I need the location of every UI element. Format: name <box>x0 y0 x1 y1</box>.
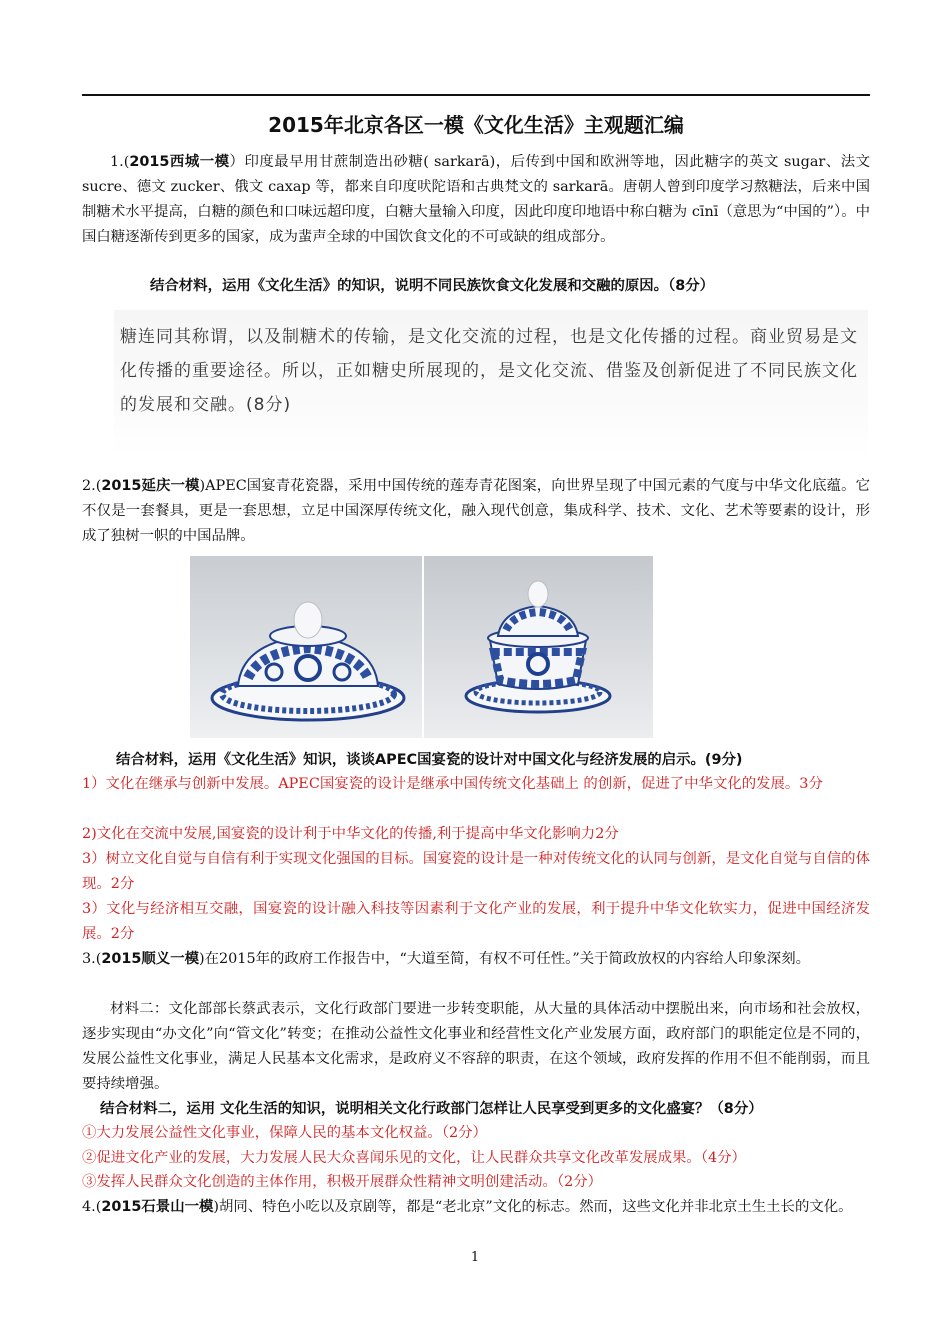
q2-answer-2: 2)文化在交流中发展,国宴瓷的设计利于中华文化的传播,利于提高中华文化影响力2分 <box>82 826 619 842</box>
page-title: 2015年北京各区一模《文化生活》主观题汇编 <box>268 113 684 137</box>
q1-number: 1.( <box>110 154 130 170</box>
q2-answer-4: 3）文化与经济相互交融，国宴瓷的设计融入科技等因素利于文化产业的发展，利于提升中华文化软实力，促进中国经济发展。2分 <box>82 901 870 942</box>
q1-material <box>82 150 870 250</box>
porcelain-cup-photo <box>424 556 653 738</box>
q3-source: 2015顺义一模 <box>101 951 199 967</box>
q1-answer-text: 糖连同其称谓，以及制糖术的传输，是文化交流的过程，也是文化传播的过程。商业贸易是文化传播的重要途径。所以，正如糖史所展现的，是文化交流、借鉴及创新促进了不同民族文化的发展和交融。(8分) <box>120 327 858 415</box>
q3-question: 结合材料二，运用 文化生活的知识，说明相关文化行政部门怎样让人民享受到更多的文化盛宴？（8分） <box>100 1101 763 1117</box>
q2-source: 2015延庆一模 <box>101 478 200 494</box>
q3-material: 材料二：文化部部长蔡武表示，文化行政部门要进一步转变职能，从大量的具体活动中摆脱出来，向市场和社会放权，逐步实现由“办文化”向“管文化”转变；在推动公益性文化事业和经营性文化产业发展方面，政府部门的职能定位是不同的，发展公益性文化事业，满足人民基本文化需求，是政府义不容辞的职责，在这个领域，政府发挥的作用不但不能削弱，而且要持续增强。 <box>82 1001 870 1092</box>
q3-answer-2: ②促进文化产业的发展，大力发展人民大众喜闻乐见的文化，让人民群众共享文化改革发展成果。（4分） <box>82 1150 746 1166</box>
q2-question: 结合材料，运用《文化生活》知识，谈谈APEC国宴瓷的设计对中国文化与经济发展的启示。(9分) <box>116 752 743 768</box>
q1-answer-scan-image <box>114 310 868 456</box>
q3-answer-3: ③发挥人民群众文化创造的主体作用，积极开展群众性精神文明创建活动。（2分） <box>82 1174 603 1190</box>
q1-question: 结合材料，运用《文化生活》的知识，说明不同民族饮食文化发展和交融的原因。（8分） <box>150 278 715 294</box>
q3-intro-text: )在2015年的政府工作报告中，“大道至简，有权不可任性。”关于简政放权的内容给人印象深刻。 <box>198 951 810 967</box>
q2-material <box>82 474 870 549</box>
q2-answer-3: 3）树立文化自觉与自信有利于实现文化强国的目标。国宴瓷的设计是一种对传统文化的认同与创新，是文化自觉与自信的体现。2分 <box>82 851 870 892</box>
q1-material-text: ）印度最早用甘蔗制造出砂糖( sarkarā)，后传到中国和欧洲等地，因此糖字的英文 sugar、法文 sucre、德文 zucker、俄文 caxap 等，都来自印度吠陀语和古典梵文的 sarkarā。唐朝人曾到印度学习熬糖法，后来中国制糖术水平提高，白糖的颜色和口味远超印度，白糖大量输入印度，因此印度印地语中称白糖为 cīnī（意思为“中国的”）。中国白糖逐渐传到更多的国家，成为蜚声全球的中国饮食文化的不可或缺的组成部分。 <box>82 154 871 245</box>
q1-source: 2015西城一模 <box>129 154 230 170</box>
porcelain-bowl-photo <box>190 556 422 738</box>
q2-number: 2.( <box>82 478 102 494</box>
q2-answer-1: 1）文化在继承与创新中发展。APEC国宴瓷的设计是继承中国传统文化基础上 的创新，促进了中华文化的发展。3分 <box>82 776 823 792</box>
header-rule <box>82 94 870 96</box>
porcelain-cup-illustration <box>424 556 653 738</box>
q4-number: 4.( <box>82 1199 102 1215</box>
q3-answer-1: ①大力发展公益性文化事业，保障人民的基本文化权益。（2分） <box>82 1125 487 1141</box>
q3-intro <box>82 947 870 972</box>
q4-source: 2015石景山一模 <box>101 1199 214 1215</box>
page-number: 1 <box>470 1250 480 1265</box>
q3-number: 3.( <box>82 951 102 967</box>
q2-material-text: )APEC国宴青花瓷器，采用中国传统的莲寿青花图案，向世界呈现了中国元素的气度与中华文化底蕴。它不仅是一套餐具，更是一套思想，立足中国深厚传统文化，融入现代创意，集成科学、技术、文化、艺术等要素的设计，形成了独树一帜的中国品牌。 <box>82 478 870 544</box>
q4-material <box>82 1195 870 1220</box>
q4-material-text: )胡同、特色小吃以及京剧等，都是“老北京”文化的标志。然而，这些文化并非北京土生土长的文化。 <box>213 1199 853 1215</box>
porcelain-bowl-illustration <box>190 556 422 738</box>
